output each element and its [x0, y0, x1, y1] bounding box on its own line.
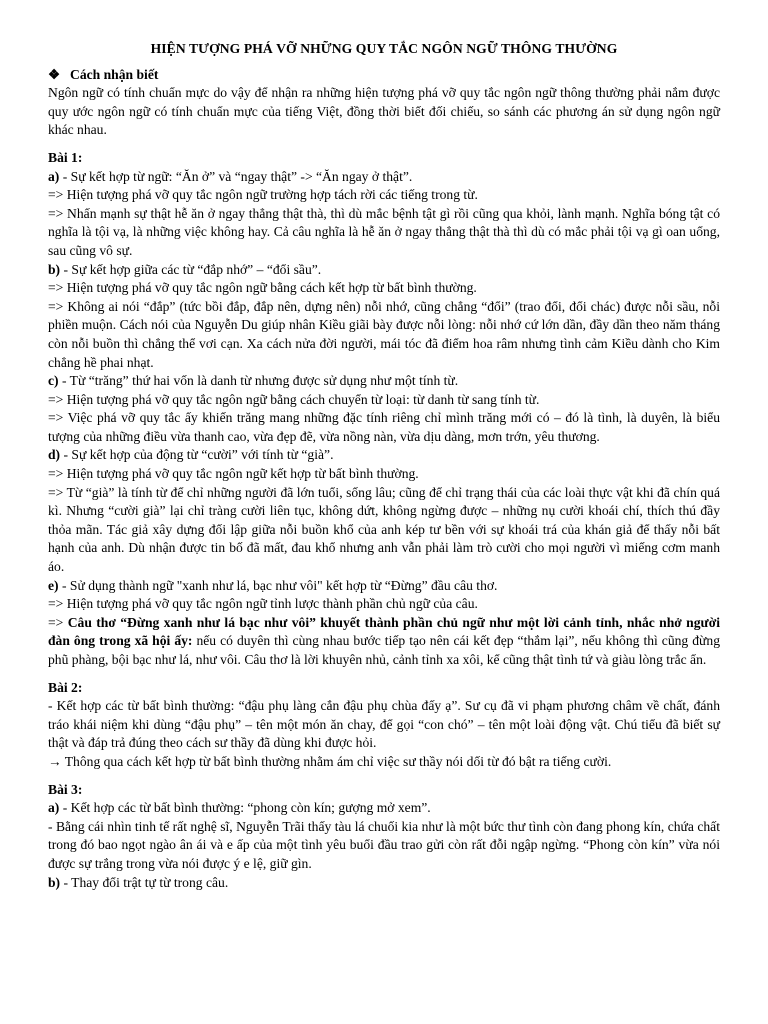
- bai1-e-text: - Sử dụng thành ngữ "xanh như lá, bạc như vôi" kết hợp từ “Đừng” đầu câu thơ.: [58, 577, 498, 593]
- bai3-a-text: - Kết hợp các từ bất bình thường: “phong còn kín; gượng mở xem”.: [59, 800, 431, 816]
- bai1-c-explanation: => Việc phá vỡ quy tắc ấy khiến trăng mang những đặc tính riêng chỉ mình trăng mới có – đó là tình, là duyên, là biểu tượng của những điều vừa thanh cao, vừa đẹp đẽ, vừa nồng nàn, vừa dịu dàng, mơn trớn, yêu thương.: [48, 410, 720, 444]
- bai3-a-marker: a): [48, 800, 60, 816]
- bai1-d-explanation: => Từ “già” là tính từ để chỉ những người đã lớn tuổi, sống lâu; cũng để chỉ trạng thái của các loài thực vật khi đã chín quá kì. Nhưng “cười già” lại chỉ tràng cười liên tục, không dứt, không ngừng được – những nụ cười khoái chí, thích thú đầy thỏa mãn. Tác giả xây dựng đối lập giữa nỗi buồn khổ của anh kép tư bền với sự khoái trá của khán giả để thấy nỗi bất hạnh của anh. Dù nhận được tin bố đã mất, đau khổ nhưng anh vẫn phải làm trò cười cho mọi người vì miếng cơm manh áo.: [48, 484, 720, 575]
- bai1-c-text: - Từ “trăng” thứ hai vốn là danh từ nhưng được sử dụng như một tính từ.: [58, 373, 459, 389]
- bai1-c-marker: c): [48, 373, 59, 389]
- bai1-e-conclusion: => Hiện tượng phá vỡ quy tắc ngôn ngữ tỉnh lược thành phần chủ ngữ của câu.: [48, 596, 478, 612]
- bai1-a-text: - Sự kết hợp từ ngữ: “Ăn ở” và “ngay thật” -> “Ăn ngay ở thật”.: [59, 168, 413, 184]
- bai1-a-conclusion: => Hiện tượng phá vỡ quy tắc ngôn ngữ trường hợp tách rời các tiếng trong từ.: [48, 187, 478, 203]
- bai1-b-explanation: => Không ai nói “đắp” (tức bồi đắp, đắp nên, dựng nên) nỗi nhớ, cũng chẳng “đổi” (trao đổi, đổi chác) được nỗi sầu, nỗi phiền muộn. Cách nói của Nguyễn Du giúp nhân Kiều giãi bày được nỗi lòng: nỗi nhớ cứ lớn dần, đầy dần theo năm tháng còn nỗi buồn thì chẳng thể vơi cạn. Xa cách nửa đời người, mái tóc đã điểm hoa râm nhưng tình cảm Kiều dành cho Kim chẳng hề phai nhạt.: [48, 298, 720, 370]
- document-title: HIỆN TƯỢNG PHÁ VỠ NHỮNG QUY TẮC NGÔN NGỮ THÔNG THƯỜNG: [150, 41, 618, 56]
- bai3-heading: Bài 3:: [48, 781, 83, 797]
- bai2-paragraph: - Kết hợp các từ bất bình thường: “đậu phụ làng cắn đậu phụ chùa đấy ạ”. Sư cụ đã vi phạm phương châm về chất, đánh tráo khái niệm khi dùng “đậu phụ” – tên một món ăn chay, để gọi “con chó” – tên một loài động vật. Chú tiểu đã biết sự thật và đáp trả đúng theo cách sư thầy đã dùng khi được hỏi.: [48, 698, 720, 751]
- bai2-heading: Bài 2:: [48, 679, 83, 695]
- bai1-e-explanation: [48, 614, 720, 670]
- bai3-b-marker: b): [48, 874, 61, 890]
- recognition-paragraph: Ngôn ngữ có tính chuẩn mực do vậy để nhận ra những hiện tượng phá vỡ quy tắc ngôn ngữ thông thường phải nắm được quy ước ngôn ngữ có tính chuẩn mực của tiếng Việt, đồng thời biết đối chiếu, so sánh các phương án sử dụng ngôn ngữ khác nhau.: [48, 85, 720, 138]
- bai3-b-line: [48, 874, 720, 893]
- bai1-e-line: [48, 577, 720, 596]
- bai1-c-conclusion: => Hiện tượng phá vỡ quy tắc ngôn ngữ bằng cách chuyển từ loại: từ danh từ sang tính từ.: [48, 391, 540, 407]
- bai1-d-text: - Sự kết hợp của động từ “cười” với tính từ “già”.: [60, 447, 334, 463]
- bai1-b-marker: b): [48, 261, 61, 277]
- bai3-a-explanation: - Bằng cái nhìn tinh tế rất nghệ sĩ, Nguyễn Trãi thấy tàu lá chuối kia như là một bức thư tình còn đang phong kín, chứa chất trong đó bao ngọt ngào ân ái và e ấp của một tình yêu buổi đầu trao gửi còn rất đỗi ngập ngừng. “Phong còn kín” vừa nói được sự trắng trong vừa nói được ý e lệ, giữ gìn.: [48, 818, 720, 871]
- bai2-conclusion: [48, 753, 720, 772]
- recognition-heading: [48, 66, 720, 85]
- bai1-a-line: [48, 168, 720, 187]
- bai1-a-explanation: => Nhấn mạnh sự thật hễ ăn ở ngay thẳng thật thà, thì dù mắc bệnh tật gì rồi cũng qua khỏi, lành mạnh. Nghĩa bóng tật có nghĩa là tội vạ, là những việc không hay. Cả câu nghĩa là hễ ăn ở ngay thẳng thật thà thì dù có mắc phải tội vạ gì oan uổng, sau cũng vô sự.: [48, 205, 720, 258]
- recognition-heading-text: Cách nhận biết: [70, 66, 159, 82]
- bai1-d-line: [48, 446, 720, 465]
- bai1-b-conclusion: => Hiện tượng phá vỡ quy tắc ngôn ngữ bằng cách kết hợp từ bất bình thường.: [48, 280, 477, 296]
- diamond-bullet-icon: ❖: [48, 66, 61, 82]
- bai1-b-line: [48, 261, 720, 280]
- bai1-a-marker: a): [48, 168, 60, 184]
- bai3-a-line: [48, 799, 720, 818]
- bai1-e-marker: e): [48, 577, 59, 593]
- bai2-conclusion-text: Thông qua cách kết hợp từ bất bình thường nhằm ám chỉ việc sư thầy nói dối từ đó bật ra tiếng cười.: [61, 753, 612, 769]
- right-arrow-icon: →: [48, 753, 62, 769]
- bai1-d-conclusion: => Hiện tượng phá vỡ quy tắc ngôn ngữ kết hợp từ bất bình thường.: [48, 466, 419, 482]
- bai3-b-text: - Thay đổi trật tự từ trong câu.: [60, 874, 229, 890]
- bai1-e-bold-statement: Câu thơ “Đừng xanh như lá bạc như vôi” khuyết thành phần chủ ngữ như một lời cảnh tỉnh, nhắc nhở người đàn ông trong xã hội ấy:: [48, 614, 720, 649]
- bai1-c-line: [48, 372, 720, 391]
- bai1-e-arrow-prefix: =>: [48, 614, 68, 630]
- bai1-b-text: - Sự kết hợp giữa các từ “đắp nhớ” – “đổi sầu”.: [60, 261, 322, 277]
- bai1-d-marker: d): [48, 447, 61, 463]
- bai1-e-explanation-rest: nếu có duyên thì cùng nhau bước tiếp tạo nên cái kết đẹp “thắm lại”, nếu không thì cũng đừng phũ phàng, bội bạc như lá, như vôi. Câu thơ là lời khuyên nhủ, cảnh tỉnh xa xôi, kể cũng thật tình tứ và giàu lòng trắc ẩn.: [48, 633, 720, 667]
- bai1-heading: Bài 1:: [48, 149, 83, 165]
